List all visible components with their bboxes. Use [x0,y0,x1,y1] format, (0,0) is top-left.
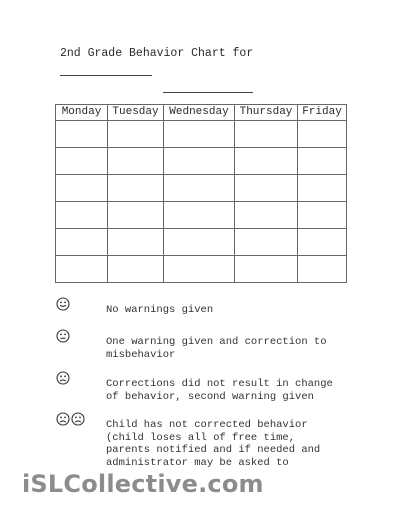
chart-row [56,256,347,283]
chart-cell-thursday[interactable] [235,256,298,283]
chart-cell-monday[interactable] [56,121,108,148]
chart-row [56,202,347,229]
day-header-monday: Monday [56,105,108,121]
chart-cell-wednesday[interactable] [164,202,235,229]
chart-cell-wednesday[interactable] [164,175,235,202]
chart-cell-monday[interactable] [56,175,108,202]
chart-cell-friday[interactable] [298,202,347,229]
behavior-chart-table [55,104,347,283]
day-header-tuesday: Tuesday [108,105,164,121]
chart-cell-thursday[interactable] [235,202,298,229]
legend-text: One warning given and correction to misbehavior [106,336,327,361]
chart-cell-tuesday[interactable] [108,121,164,148]
chart-cell-tuesday[interactable] [108,148,164,175]
day-header-friday: Friday [298,105,347,121]
chart-cell-monday[interactable] [56,256,108,283]
student-name-blank-line [60,62,152,76]
chart-cell-tuesday[interactable] [108,202,164,229]
chart-cell-wednesday[interactable] [164,229,235,256]
chart-cell-monday[interactable] [56,202,108,229]
chart-cell-friday[interactable] [298,229,347,256]
chart-cell-wednesday[interactable] [164,121,235,148]
chart-cell-thursday[interactable] [235,148,298,175]
chart-cell-thursday[interactable] [235,229,298,256]
chart-cell-monday[interactable] [56,229,108,256]
two-frowning-faces-icon [56,412,85,426]
chart-row [56,175,347,202]
chart-cell-wednesday[interactable] [164,148,235,175]
chart-row [56,148,347,175]
chart-cell-wednesday[interactable] [164,256,235,283]
day-header-row [56,105,347,121]
chart-cell-tuesday[interactable] [108,229,164,256]
frowning-face-icon [56,371,70,385]
chart-cell-thursday[interactable] [235,121,298,148]
day-header-thursday: Thursday [235,105,298,121]
legend-text: Child has not corrected behavior (child loses all of free time, parents notified and if needed and administrator may be asked to [106,419,321,469]
chart-cell-friday[interactable] [298,256,347,283]
neutral-face-icon [56,329,70,343]
title-text: 2nd Grade Behavior Chart for [60,47,254,60]
chart-row [56,121,347,148]
chart-cell-monday[interactable] [56,148,108,175]
legend-text: No warnings given [106,304,214,316]
site-watermark: iSLCollective.com [22,470,264,498]
day-header-wednesday: Wednesday [164,105,235,121]
chart-row [56,229,347,256]
chart-cell-friday[interactable] [298,175,347,202]
chart-cell-thursday[interactable] [235,175,298,202]
chart-cell-tuesday[interactable] [108,256,164,283]
legend-text: Corrections did not result in change of behavior, second warning given [106,378,333,403]
smiley-face-icon [56,297,70,311]
signature-blank-line [163,80,253,93]
chart-cell-tuesday[interactable] [108,175,164,202]
chart-cell-friday[interactable] [298,121,347,148]
page-title [60,45,380,76]
chart-cell-friday[interactable] [298,148,347,175]
